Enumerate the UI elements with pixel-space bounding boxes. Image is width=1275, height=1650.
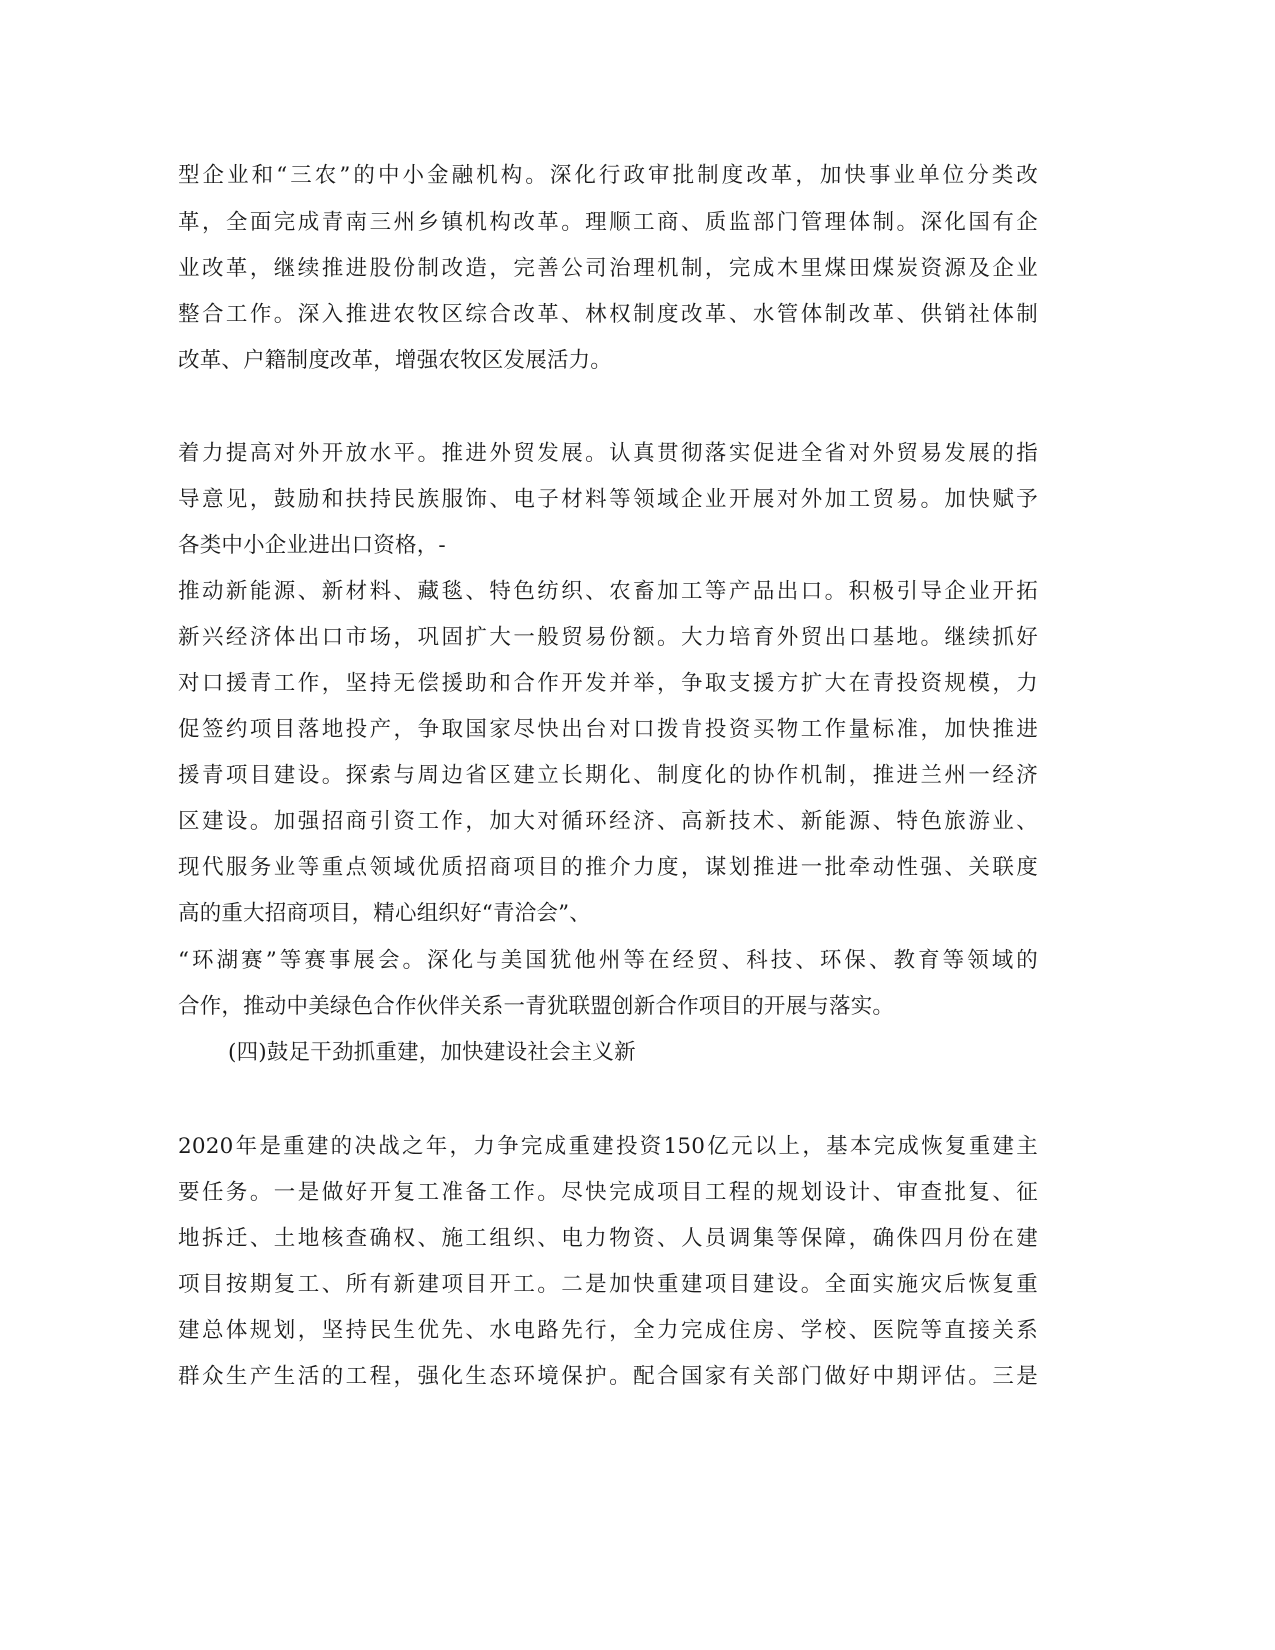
text-line: 型企业和“三农”的中小金融机构。深化行政审批制度改革，加快事业单位分类改: [178, 163, 1038, 188]
text-line: 着力提高对外开放水平。推进外贸发展。认真贯彻落实促进全省对外贸易发展的指: [178, 441, 1038, 466]
text-line: 革，全面完成青南三州乡镇机构改革。理顺工商、质监部门管理体制。深化国有企: [178, 210, 1038, 235]
text-line: 2020年是重建的决战之年，力争完成重建投资150亿元以上，基本完成恢复重建主: [178, 1134, 1038, 1159]
text-line: “环湖赛”等赛事展会。深化与美国犹他州等在经贸、科技、环保、教育等领域的: [178, 948, 1038, 973]
text-line: 项目按期复工、所有新建项目开工。二是加快重建项目建设。全面实施灾后恢复重: [178, 1272, 1038, 1297]
text-line: 地拆迁、土地核查确权、施工组织、电力物资、人员调集等保障，确侏四月份在建: [178, 1226, 1038, 1251]
text-line: 建总体规划，坚持民生优先、水电路先行，全力完成住房、学校、医院等直接关系: [178, 1318, 1038, 1343]
text-line: 各类中小企业进出口资格，-: [178, 533, 446, 558]
section-heading: (四)鼓足干劲抓重建，加快建设社会主义新: [228, 1040, 636, 1065]
text-line: 援青项目建设。探索与周边省区建立长期化、制度化的协作机制，推进兰州一经济: [178, 763, 1038, 788]
text-line: 业改革，继续推进股份制改造，完善公司治理机制，完成木里煤田煤炭资源及企业: [178, 256, 1038, 281]
text-line: 新兴经济体出口市场，巩固扩大一般贸易份额。大力培育外贸出口基地。继续抓好: [178, 625, 1038, 650]
text-line: 区建设。加强招商引资工作，加大对循环经济、高新技术、新能源、特色旅游业、: [178, 809, 1038, 834]
text-line: 推动新能源、新材料、藏毯、特色纺织、农畜加工等产品出口。积极引导企业开拓: [178, 579, 1038, 604]
text-line: 对口援青工作，坚持无偿援助和合作开发并举，争取支援方扩大在青投资规模，力: [178, 671, 1038, 696]
text-line: 改革、户籍制度改革，增强农牧区发展活力。: [178, 348, 613, 373]
text-line: 合作，推动中美绿色合作伙伴关系一青犹联盟创新合作项目的开展与落实。: [178, 994, 895, 1019]
text-line: 高的重大招商项目，精心组织好“青洽会”、: [178, 901, 591, 926]
text-line: 促签约项目落地投产，争取国家尽快出台对口拨肯投资买物工作量标准，加快推进: [178, 717, 1038, 742]
text-line: 整合工作。深入推进农牧区综合改革、林权制度改革、水管体制改革、供销社体制: [178, 302, 1038, 327]
text-line: 群众生产生活的工程，强化生态环境保护。配合国家有关部门做好中期评估。三是: [178, 1364, 1038, 1389]
text-line: 现代服务业等重点领域优质招商项目的推介力度，谋划推进一批牵动性强、关联度: [178, 855, 1038, 880]
text-line: 要任务。一是做好开复工准备工作。尽快完成项目工程的规划设计、审查批复、征: [178, 1180, 1038, 1205]
text-line: 导意见，鼓励和扶持民族服饰、电子材料等领域企业开展对外加工贸易。加快赋予: [178, 487, 1038, 512]
